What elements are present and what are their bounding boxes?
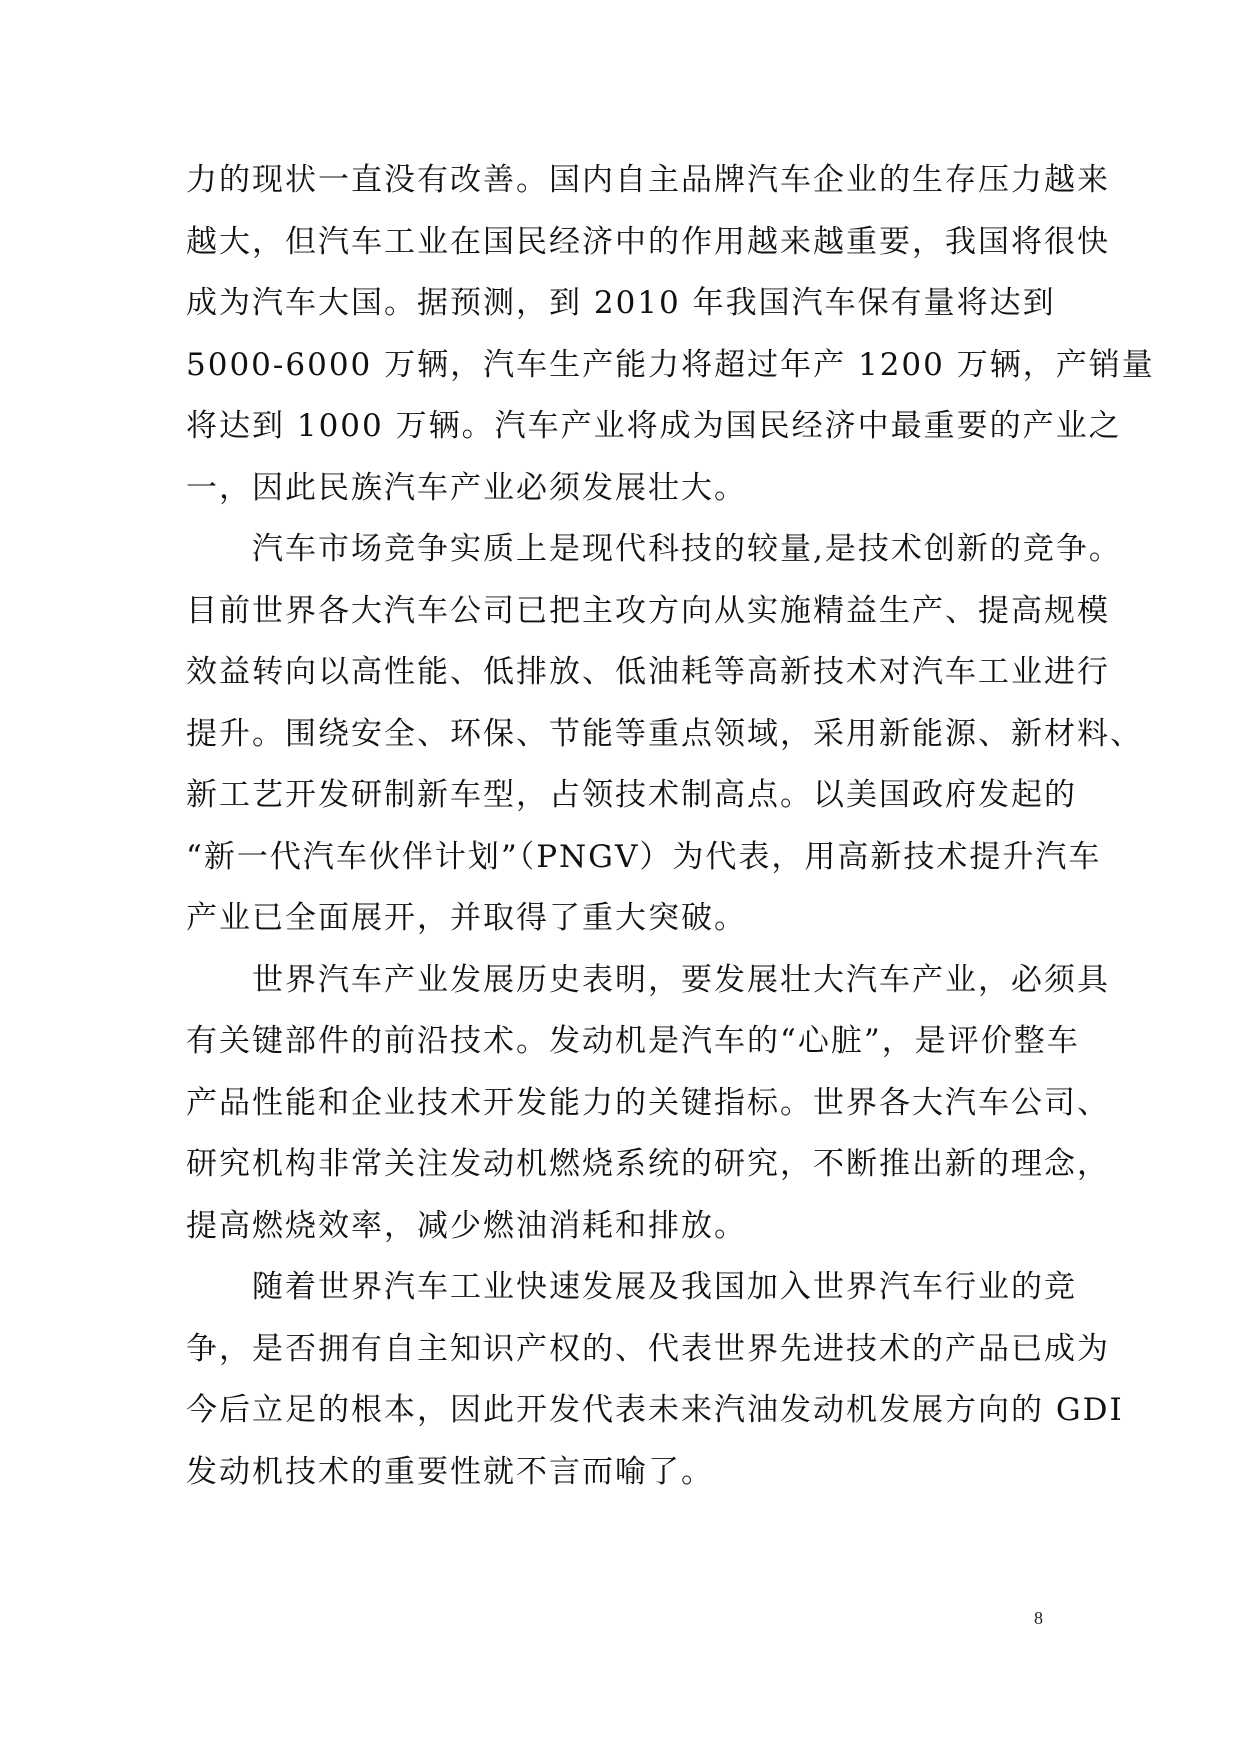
text-line: 争，是否拥有自主知识产权的、代表世界先进技术的产品已成为 bbox=[186, 1330, 1110, 1367]
text-line: 一，因此民族汽车产业必须发展壮大。 bbox=[186, 469, 747, 506]
text-line: 有关键部件的前沿技术。发动机是汽车的“心脏”，是评价整车 bbox=[186, 1023, 1080, 1059]
text-line: 产品性能和企业技术开发能力的关键指标。世界各大汽车公司、 bbox=[186, 1084, 1110, 1121]
text-line: 提升。围绕安全、环保、节能等重点领域，采用新能源、新材料、 bbox=[186, 715, 1143, 752]
text-line: 随着世界汽车工业快速发展及我国加入世界汽车行业的竞 bbox=[186, 1269, 1077, 1305]
text-line: 提高燃烧效率，减少燃油消耗和排放。 bbox=[186, 1207, 747, 1244]
text-line: “新一代汽车伙伴计划”（PNGV）为代表，用高新技术提升汽车 bbox=[186, 838, 1102, 875]
paragraph-4 bbox=[186, 1257, 1124, 1503]
text-line: 成为汽车大国。据预测，到 2010 年我国汽车保有量将达到 bbox=[186, 285, 1056, 321]
text-line: 5000-6000 万辆，汽车生产能力将超过年产 1200 万辆，产销量 bbox=[186, 346, 1155, 383]
page-number: 8 bbox=[1034, 1608, 1043, 1628]
text-line: 目前世界各大汽车公司已把主攻方向从实施精益生产、提高规模 bbox=[186, 592, 1110, 629]
document-body bbox=[186, 150, 1155, 1503]
text-line: 将达到 1000 万辆。汽车产业将成为国民经济中最重要的产业之 bbox=[186, 408, 1122, 444]
text-line: 发动机技术的重要性就不言而喻了。 bbox=[186, 1453, 714, 1490]
text-line: 效益转向以高性能、低排放、低油耗等高新技术对汽车工业进行 bbox=[186, 654, 1110, 690]
paragraph-1 bbox=[186, 150, 1155, 519]
paragraph-3 bbox=[186, 950, 1110, 1258]
text-line: 世界汽车产业发展历史表明，要发展壮大汽车产业，必须具 bbox=[186, 961, 1110, 998]
text-line: 研究机构非常关注发动机燃烧系统的研究，不断推出新的理念， bbox=[186, 1146, 1110, 1182]
text-line: 汽车市场竞争实质上是现代科技的较量,是技术创新的竞争。 bbox=[186, 531, 1122, 567]
text-line: 力的现状一直没有改善。国内自主品牌汽车企业的生存压力越来 bbox=[186, 162, 1110, 198]
text-line: 新工艺开发研制新车型，占领技术制高点。以美国政府发起的 bbox=[186, 777, 1077, 813]
text-line: 今后立足的根本，因此开发代表未来汽油发动机发展方向的 GDI bbox=[186, 1392, 1124, 1428]
text-line: 越大，但汽车工业在国民经济中的作用越来越重要，我国将很快 bbox=[186, 223, 1110, 260]
text-line: 产业已全面展开，并取得了重大突破。 bbox=[186, 900, 747, 936]
paragraph-2 bbox=[186, 519, 1143, 950]
